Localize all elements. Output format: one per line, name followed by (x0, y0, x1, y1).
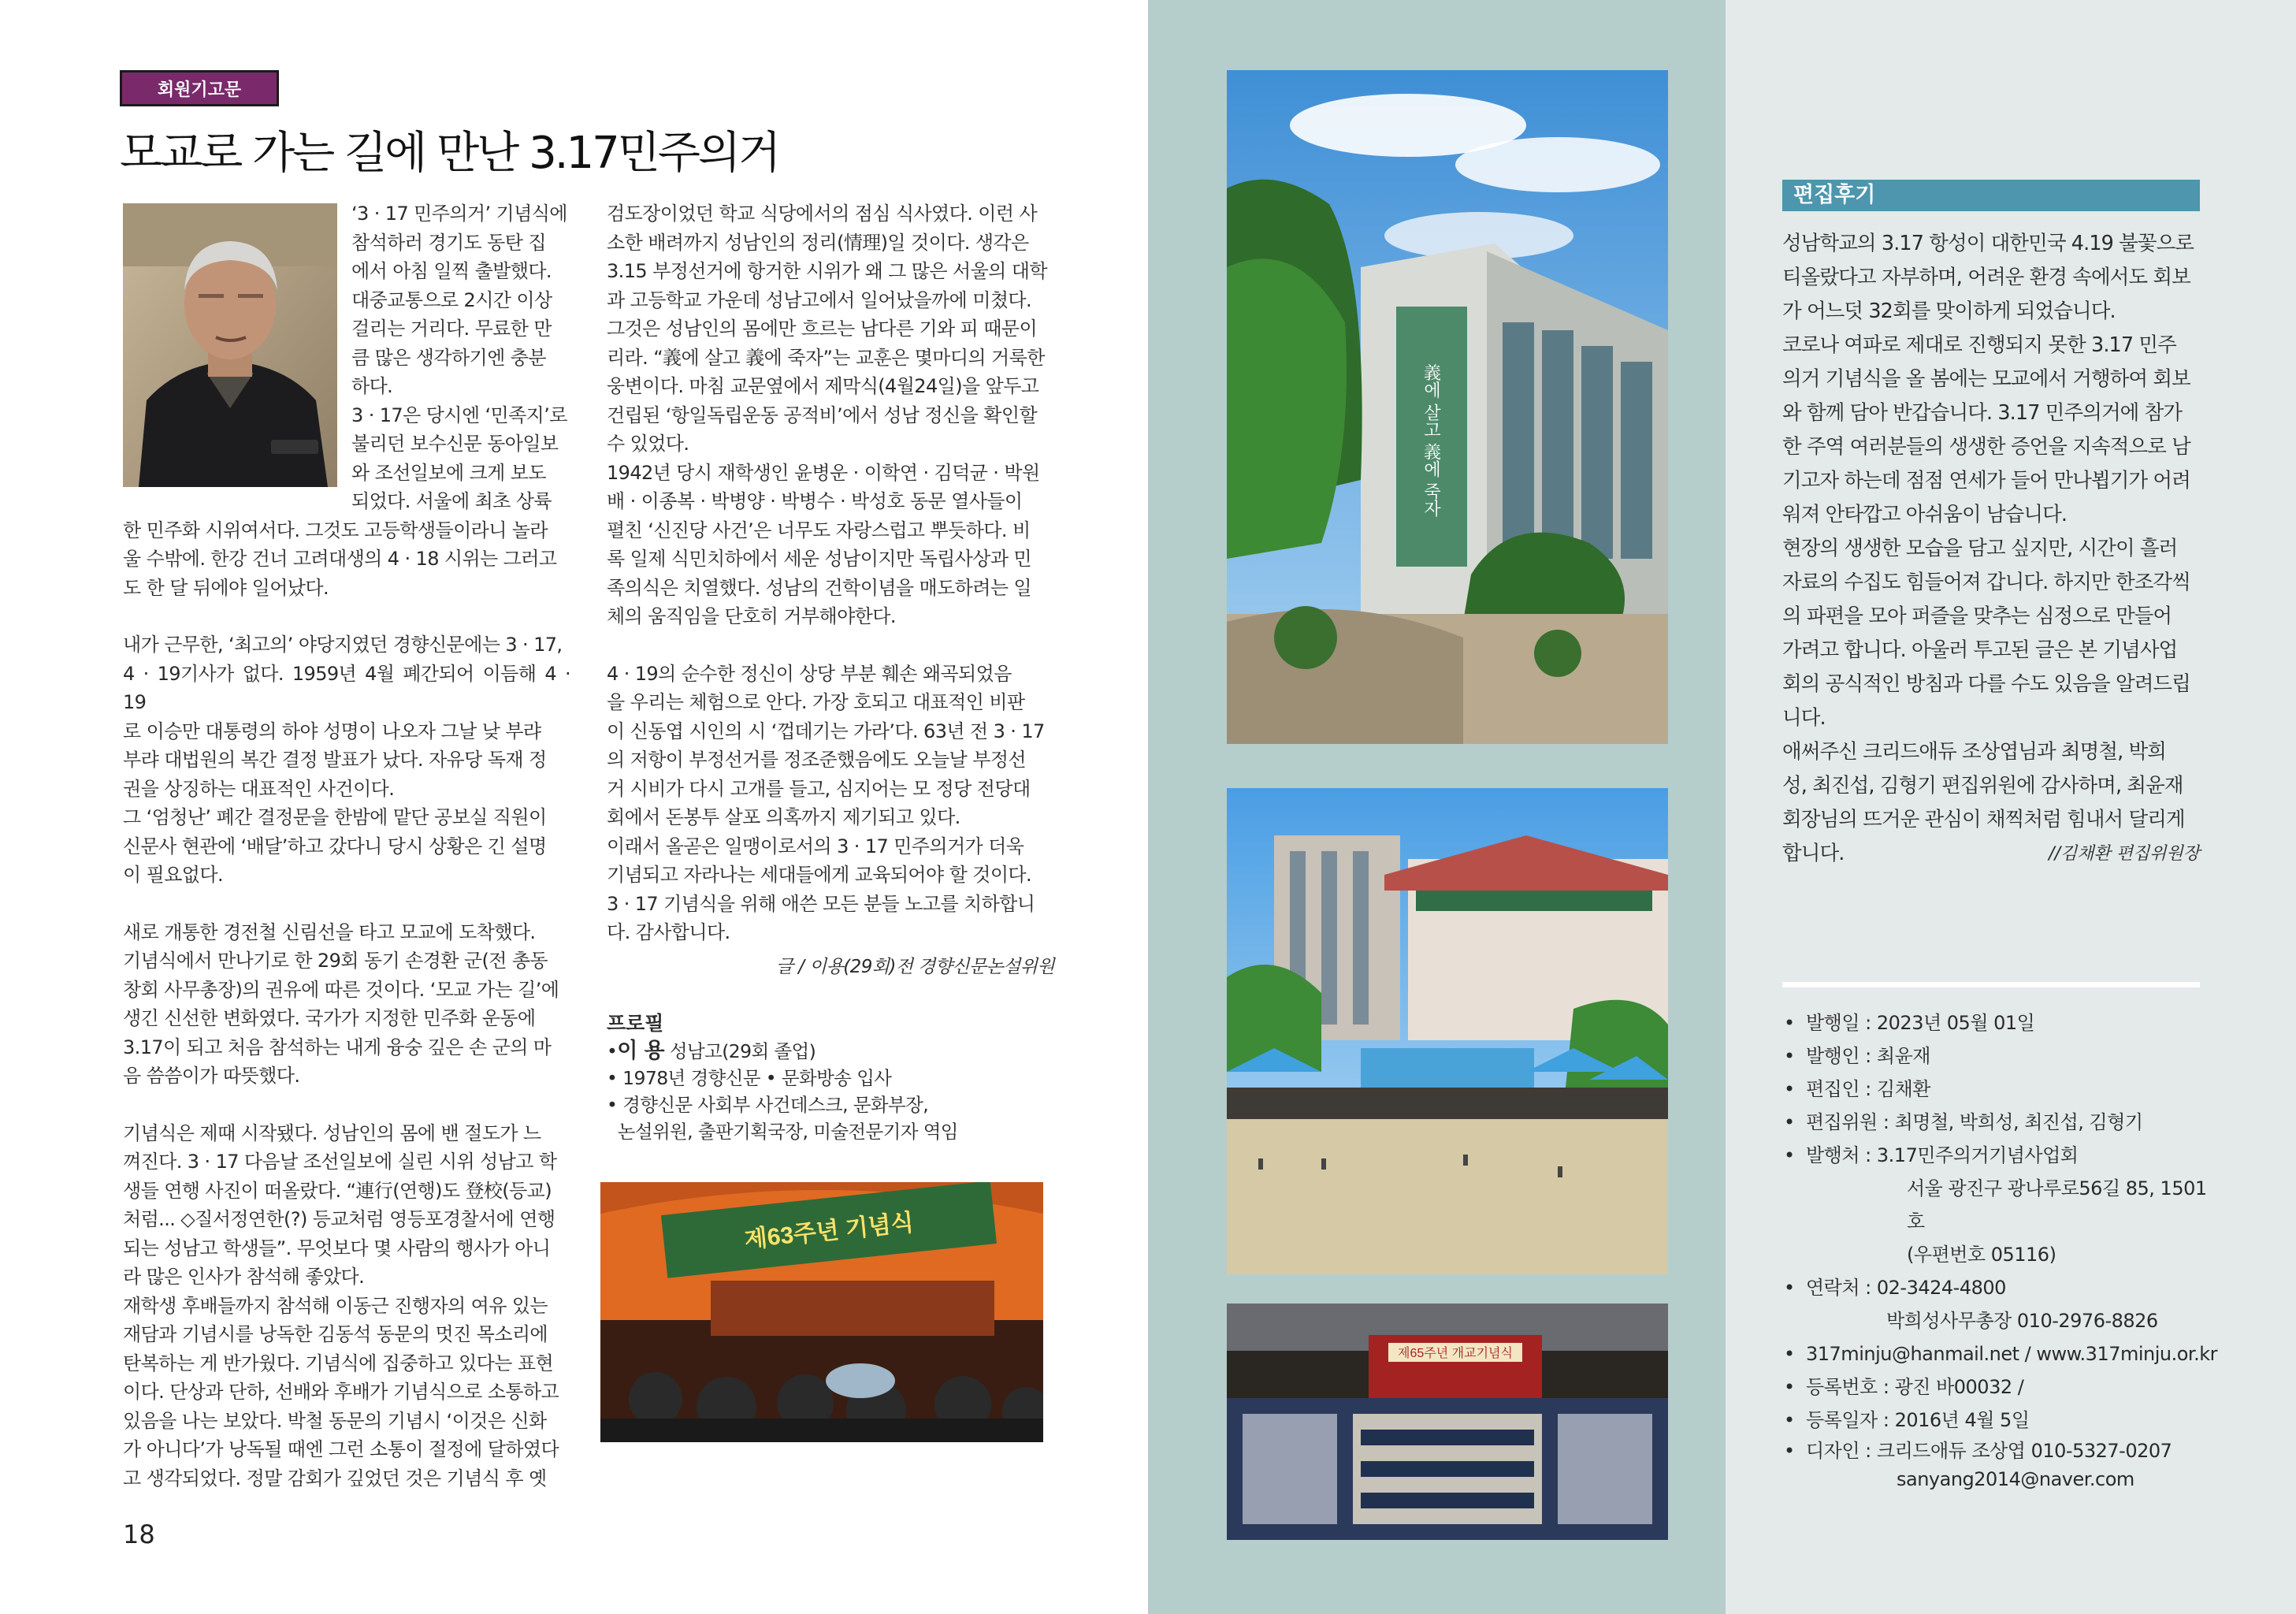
profile-item: • 1978년 경향신문 • 문화방송 입사 (607, 1066, 892, 1089)
profile-item: •이 용 성남고(29회 졸업) (607, 1038, 816, 1063)
page-number: 18 (123, 1519, 155, 1549)
article-paragraph: 한 민주화 시위여서다. 그것도 고등학생들이라니 놀라 울 수밖에. 한강 건너 고려대생의 4 · 18 시위는 그러고 도 한 달 뒤에야 일어났다. (123, 519, 557, 599)
profile-item-text: 경향신문 사회부 사건데스크, 문화부장, (622, 1093, 929, 1116)
pub-design: • 디자인 : 크리드애듀 조상엽 010-5327-0207 sanyang2014@naver.com (1782, 1437, 2224, 1493)
ceremony-banner-text: 제63주년 기념식 (743, 1209, 916, 1254)
article-column-2 (607, 199, 1054, 1145)
pub-reg-date: • 등록일자 : 2016년 4월 5일 (1784, 1409, 2030, 1431)
pub-office: • 발행처 : 3.17민주의거기념사업회 서울 광진구 광나루로56길 85, 1501호 (우편번호 05116) (1782, 1139, 2224, 1271)
editorial-heading: 편집후기 (1782, 180, 2200, 211)
pub-contact: • 연락처 : 02-3424-4800 박희성사무총장 010-2976-8826 (1782, 1271, 2224, 1337)
profile-name: 이 용 (617, 1038, 665, 1063)
article-paragraph: 기념식은 제때 시작됐다. 성남인의 몸에 밴 절도가 느 껴진다. 3 · 17 다음날 조선일보에 실린 시위 성남고 학 생들 연행 사진이 떠올랐다. “連行(연행)도 登校(등교) 처럼... ◇질서정연한(?) 등교처럼 영등포경찰서에 연행 되는 성남고 학생들”. 무엇보다 몇 사람의 행사가 아니 라 많은 인사가 참석해 좋았다. 재학생 후배들까지 참석해 이동근 진행자의 여유 있는 재담과 기념시를 낭독한 김동석 동문의 멋진 목소리에 탄복하는 게 반가웠다. 기념식에 집중하고 있다는 표현 이다. 단상과 단하, 선배와 후배가 기념식으로 소통하고 있음을 나는 보았다. 박철 동문의 기념시 ‘이것은 신화 가 아니다’가 낭독될 때엔 그런 소통이 절정에 달하였다 고 생각되었다. 정말 감회가 깊었던 것은 기념식 후 옛 (123, 1121, 559, 1489)
article-column-1 (123, 199, 570, 1493)
school-building-photo (1227, 70, 1668, 744)
publication-info (1782, 1006, 2224, 1493)
ceremony-grounds-photo (1227, 788, 1668, 1274)
editorial-body (1782, 227, 2200, 871)
editorial-paragraph: 성남학교의 3.17 항성이 대한민국 4.19 불꽃으로 티올랐다고 자부하며, 어려운 환경 속에서도 회보 가 어느덧 32회를 맞이하게 되었습니다. (1782, 232, 2194, 323)
profile-item: • 경향신문 사회부 사건데스크, 문화부장, (607, 1093, 929, 1116)
editorial-paragraph: 코로나 여파로 제대로 진행되지 못한 3.17 민주 의거 기념식을 올 봄에는 모교에서 거행하여 회보 와 함께 담아 반갑습니다. 3.17 민주의거에 참가 한 주역 여러분들의 생생한 증언을 지속적으로 남 기고자 하는데 점점 연세가 들어 만나뵙기가 어려 워져 안타깝고 아쉬움이 남습니다. (1782, 333, 2190, 526)
author-signature: 글 / 이용(29회)전 경향신문논설위원 (775, 956, 1054, 977)
profile-item (607, 1118, 1054, 1145)
pub-design-email: sanyang2014@naver.com (1897, 1468, 2134, 1490)
pub-publisher: • 발행인 : 최윤재 (1784, 1045, 1930, 1067)
article-paragraph: 4 · 19의 순수한 정신이 상당 부분 훼손 왜곡되었음 을 우리는 체험으로 안다. 가장 호되고 대표적인 비판 이 신동엽 시인의 시 ‘껍데기는 가라’다. 63년 전 3 · 17 의 저항이 부정선거를 정조준했음에도 오늘날 부정선 거 시비가 다시 고개를 들고, 심지어는 모 정당 전당대 회에서 돈봉투 살포 의혹까지 제기되고 있다. 이래서 올곧은 일맹이로서의 3 · 17 민주의거가 더욱 기념되고 자라나는 세대들에게 교육되어야 할 것이다. 3 · 17 기념식을 위해 애쓴 모든 분들 노고를 치하합니 다. 감사합니다. (607, 662, 1045, 943)
photo-banner-text: 제65주년 개교기념식 (1398, 1347, 1513, 1360)
pub-committee: • 편집위원 : 최명철, 박희성, 최진섭, 김형기 (1784, 1111, 2143, 1133)
pub-contact-2: 박희성사무총장 010-2976-8826 (1886, 1310, 2158, 1332)
article-intro-paragraph: ‘3 · 17 민주의거’ 기념식에 참석하러 경기도 동탄 집 에서 아침 일찍 출발했다. 대중교통으로 2시간 이상 걸리는 거리다. 무료한 만 큼 많은 생각하기엔 충분 하다. 3 · 17은 당시엔 ‘민족지’로 불리던 보수신문 동아일보 와 조선일보에 크게 보도 되었다. 서울에 최초 상륙 (351, 203, 567, 512)
article-paragraph: 내가 근무한, ‘최고의’ 야당지였던 경향신문에는 3 · 17, 4 · 19기사가 없다. 1959년 4월 폐간되어 이듬해 4 · 19 로 이승만 대통령의 하야 성명이 나오자 그날 낮 부랴 부랴 대법원의 복간 결정 발표가 났다. 자유당 독재 정 권을 상징하는 대표적인 사건이다. 그 ‘엄청난’ 폐간 결정문을 한밤에 맡단 공보실 직원이 신문사 현관에 ‘배달’하고 갔다니 당시 상황은 긴 설명 이 필요없다. (123, 634, 570, 886)
profile-item-text: 성남고(29회 졸업) (664, 1039, 816, 1062)
pub-reg-no: • 등록번호 : 광진 바00032 / (1784, 1376, 2024, 1398)
profile-item-text: 논설위원, 출판기획국장, 미술전문기자 역임 (607, 1120, 958, 1143)
pub-web: • 317minju@hanmail.net / www.317minju.or.kr (1784, 1343, 2217, 1365)
auditorium-photo (1227, 1303, 1668, 1540)
pub-editor: • 편집인 : 김채환 (1784, 1078, 1930, 1100)
pub-issue-date: • 발행일 : 2023년 05월 01일 (1784, 1012, 2035, 1034)
article-paragraph: 새로 개통한 경전철 신림선을 타고 모교에 도착했다. 기념식에서 만나기로 한 29회 동기 손경환 군(전 총동 창회 사무총장)의 권유에 따른 것이다. ‘모교 가는 길’에 생긴 신선한 변화였다. 국가가 지정한 민주화 운동에 3.17이 되고 처음 참석하는 내게 융숭 깊은 손 군의 마 음 씀씀이가 따뜻했다. (123, 920, 559, 1087)
editorial-signature: //김채환 편집위원장 (2049, 844, 2200, 864)
pub-address: 서울 광진구 광나루로56길 85, 1501호 (1907, 1177, 2207, 1233)
pub-postal: (우편번호 05116) (1907, 1244, 2056, 1266)
profile-item-text: 1978년 경향신문 • 문화방송 입사 (622, 1066, 892, 1089)
editorial-paragraph: 애써주신 크리드애듀 조상엽님과 최명철, 박희 성, 최진섭, 김형기 편집위원에 감사하며, 최윤재 회장님의 뜨거운 관심이 채찍처럼 힘내서 달리게 합니다. (1782, 740, 2185, 865)
article-paragraph: 검도장이었던 학교 식당에서의 점심 식사였다. 이런 사 소한 배려까지 성남인의 정리(情理)일 것이다. 생각은 3.15 부정선거에 항거한 시위가 왜 그 많은 서울의 대학 과 고등학교 가운데 성남고에서 일어났을까에 미쳤다. 그것은 성남인의 몸에만 흐르는 남다른 기와 피 때문이 리라. “義에 살고 義에 죽자”는 교훈은 몇마디의 거룩한 웅변이다. 마침 교문옆에서 제막식(4월24일)을 앞두고 건립된 ‘항일독립운동 공적비’에서 성남 정신을 확인할 수 있었다. 1942년 당시 재학생인 윤병운 · 이학연 · 김덕균 · 박원 배 · 이종복 · 박병양 · 박병수 · 박성호 동문 열사들이 펼친 ‘신진당 사건’은 너무도 자랑스럽고 뿌듯하다. 비 록 일제 식민치하에서 세운 성남이지만 독립사상과 민 족의식은 치열했다. 성남의 건학이념을 매도하려는 일 체의 움직임을 단호히 거부해야한다. (607, 203, 1047, 627)
editorial-paragraph: 현장의 생생한 모습을 담고 싶지만, 시간이 흘러 자료의 수집도 힘들어져 갑니다. 하지만 한조각씩 의 파편을 모아 퍼즐을 맞추는 심정으로 만들어 가려고 합니다. 아울러 투고된 글은 본 기념사업 회의 공식적인 방침과 다를 수도 있음을 알려드립 니다. (1782, 537, 2190, 730)
author-profile (607, 1010, 1054, 1145)
section-tag: 회원기고문 (120, 70, 279, 106)
ceremony-photo (600, 1182, 1043, 1442)
profile-heading: 프로필 (607, 1011, 664, 1035)
article-title: 모교로 가는 길에 만난 3.17민주의거 (120, 128, 779, 179)
photo-sign-text: 義에 살고 義에 죽자 (1421, 363, 1442, 518)
divider (1782, 982, 2200, 987)
